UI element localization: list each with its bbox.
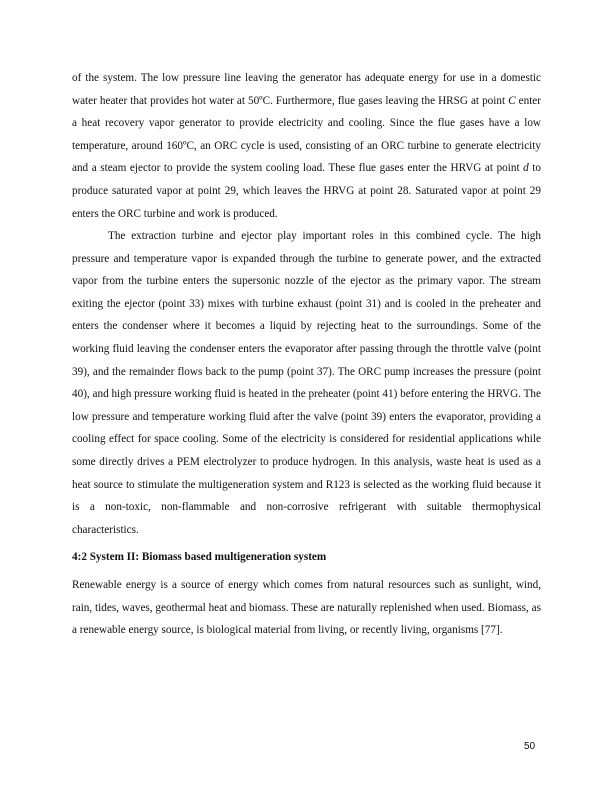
- paragraph-1-text-c: to produce saturated vapor at point 29, which leaves the HRVG at point 28. Saturated vapor at point 29 enters the ORC turbine and work is produced.: [72, 162, 542, 220]
- paragraph-2: The extraction turbine and ejector play important roles in this combined cycle. The high pressure and temperature vapor is expanded through the turbine to generate power, and the extracted vapor from the turbine enters the supersonic nozzle of the ejector as the primary vapor. The stream exiting the ejector (point 33) mixes with turbine exhaust (point 31) and is cooled in the preheater and enters the condenser where it becomes a liquid by rejecting heat to the surroundings. Some of the working fluid leaving the condenser enters the evaporator after passing through the throttle valve (point 39), and the remainder flows back to the pump (point 37). The ORC pump increases the pressure (point 40), and high pressure working fluid is heated in the preheater (point 41) before entering the HRVG. The low pressure and temperature working fluid after the valve (point 39) enters the evaporator, providing a cooling effect for space cooling. Some of the electricity is considered for residential applications while some directly drives a PEM electrolyzer to produce hydrogen. In this analysis, waste heat is used as a heat source to stimulate the multigeneration system and R123 is selected as the working fluid because it is a non-toxic, non-flammable and non-corrosive refrigerant with suitable thermophysical characteristics.: [72, 230, 541, 536]
- paragraph-1-text-a: of the system. The low pressure line leaving the generator has adequate energy for use in a domestic water heater that provides hot water at 50ºC. Furthermore, flue gases leaving the HRSG at point: [72, 72, 541, 107]
- section-heading: 4:2 System II: Biomass based multigeneration system: [72, 551, 327, 563]
- paragraph-3: Renewable energy is a source of energy which comes from natural resources such as sunlight, wind, rain, tides, waves, geothermal heat and biomass. These are naturally replenished when used. Biomass, as a renewable energy source, is biological material from living, or recently living, organisms [77].: [72, 579, 541, 637]
- paragraph-1-italic-d: d: [523, 162, 529, 175]
- page-number: 50: [524, 741, 536, 752]
- paragraph-1-text-b: enter a heat recovery vapor generator to provide electricity and cooling. Since the flue gases have a low temperature, around 160ºC, an ORC cycle is used, consisting of an ORC turbine to generate electricity and a steam ejector to provide the system cooling load. These flue gases enter the HRVG at point: [72, 94, 541, 175]
- paragraph-1-italic-c: C: [508, 94, 516, 107]
- paragraph-1: [72, 67, 541, 225]
